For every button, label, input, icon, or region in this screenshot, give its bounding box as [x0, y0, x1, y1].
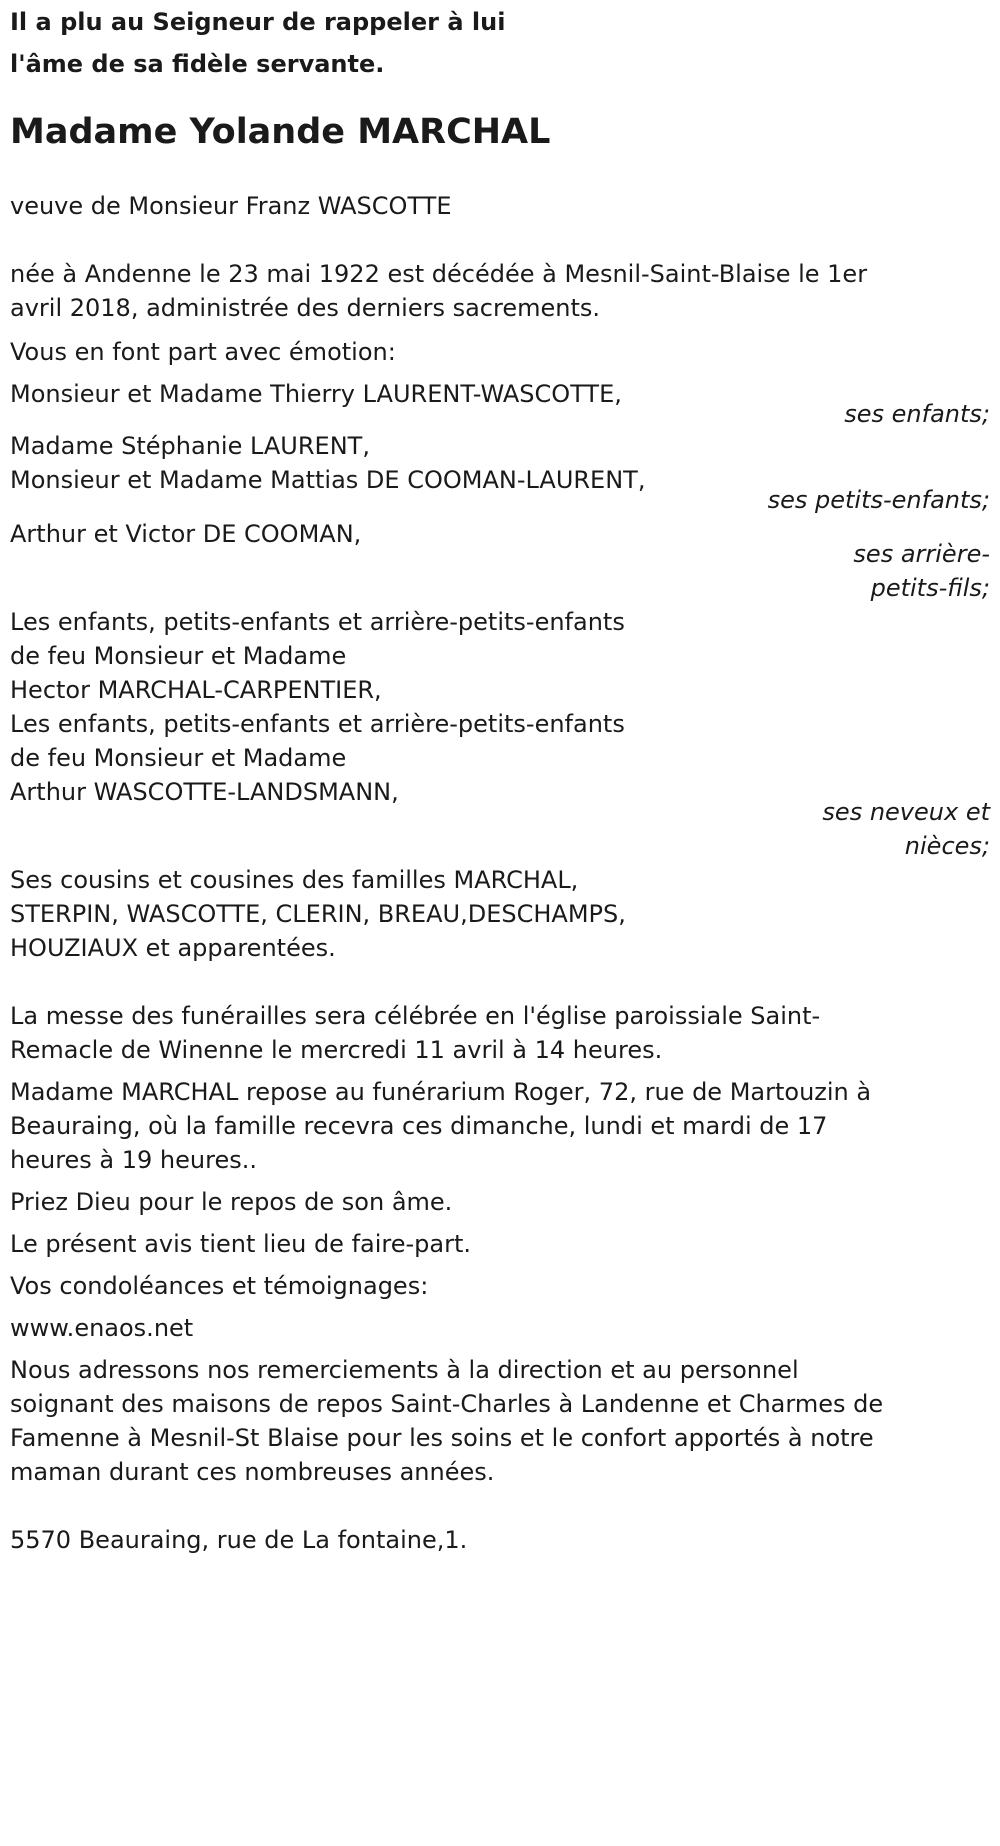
- repose-line: Madame MARCHAL repose au funérarium Roger, 72, rue de Martouzin à: [10, 1078, 872, 1106]
- great-grandchildren-role-2: petits-fils;: [870, 574, 990, 602]
- repose-line: heures à 19 heures..: [10, 1146, 257, 1174]
- thanks-line: Famenne à Mesnil-St Blaise pour les soins et le confort apportés à notre: [10, 1424, 874, 1452]
- mass-line: La messe des funérailles sera célébrée en l'église paroissiale Saint-: [10, 1002, 821, 1030]
- announcement: Vous en font part avec émotion:: [10, 338, 396, 366]
- cousins-line: HOUZIAUX et apparentées.: [10, 934, 336, 962]
- grandchildren-role: ses petits-enfants;: [767, 486, 990, 514]
- thanks-line: maman durant ces nombreuses années.: [10, 1458, 495, 1486]
- notice-line: Le présent avis tient lieu de faire-part.: [10, 1230, 472, 1258]
- nephews-line: Hector MARCHAL-CARPENTIER,: [10, 676, 382, 704]
- deceased-name: Madame Yolande MARCHAL: [10, 112, 551, 152]
- grandchildren-line: Madame Stéphanie LAURENT,: [10, 432, 370, 460]
- birth-death-line-1: née à Andenne le 23 mai 1922 est décédée à Mesnil-Saint-Blaise le 1er: [10, 260, 868, 288]
- children-role: ses enfants;: [844, 400, 990, 428]
- nephews-role-2: nièces;: [904, 832, 990, 860]
- cousins-line: STERPIN, WASCOTTE, CLERIN, BREAU,DESCHAMPS,: [10, 900, 626, 928]
- nephews-role-1: ses neveux et: [822, 798, 990, 826]
- children-line: Monsieur et Madame Thierry LAURENT-WASCOTTE,: [10, 380, 622, 408]
- cousins-line: Ses cousins et cousines des familles MARCHAL,: [10, 866, 579, 894]
- repose-line: Beauraing, où la famille recevra ces dimanche, lundi et mardi de 17: [10, 1112, 828, 1140]
- nephews-line: de feu Monsieur et Madame: [10, 642, 347, 670]
- intro-line-1: Il a plu au Seigneur de rappeler à lui: [10, 8, 506, 36]
- condolences-label: Vos condoléances et témoignages:: [10, 1272, 429, 1300]
- nephews-line: de feu Monsieur et Madame: [10, 744, 347, 772]
- nephews-line: Les enfants, petits-enfants et arrière-petits-enfants: [10, 608, 625, 636]
- great-grandchildren-role-1: ses arrière-: [853, 540, 990, 568]
- mass-line: Remacle de Winenne le mercredi 11 avril à 14 heures.: [10, 1036, 663, 1064]
- birth-death-line-2: avril 2018, administrée des derniers sacrements.: [10, 294, 600, 322]
- thanks-line: soignant des maisons de repos Saint-Charles à Landenne et Charmes de: [10, 1390, 884, 1418]
- spouse-line: veuve de Monsieur Franz WASCOTTE: [10, 192, 452, 220]
- great-grandchildren-line: Arthur et Victor DE COOMAN,: [10, 520, 362, 548]
- address-line: 5570 Beauraing, rue de La fontaine,1.: [10, 1526, 468, 1554]
- grandchildren-line: Monsieur et Madame Mattias DE COOMAN-LAURENT,: [10, 466, 646, 494]
- website-link[interactable]: www.enaos.net: [10, 1314, 194, 1342]
- nephews-line: Les enfants, petits-enfants et arrière-petits-enfants: [10, 710, 625, 738]
- prayer-line: Priez Dieu pour le repos de son âme.: [10, 1188, 453, 1216]
- nephews-line: Arthur WASCOTTE-LANDSMANN,: [10, 778, 399, 806]
- thanks-line: Nous adressons nos remerciements à la direction et au personnel: [10, 1356, 799, 1384]
- intro-line-2: l'âme de sa fidèle servante.: [10, 50, 385, 78]
